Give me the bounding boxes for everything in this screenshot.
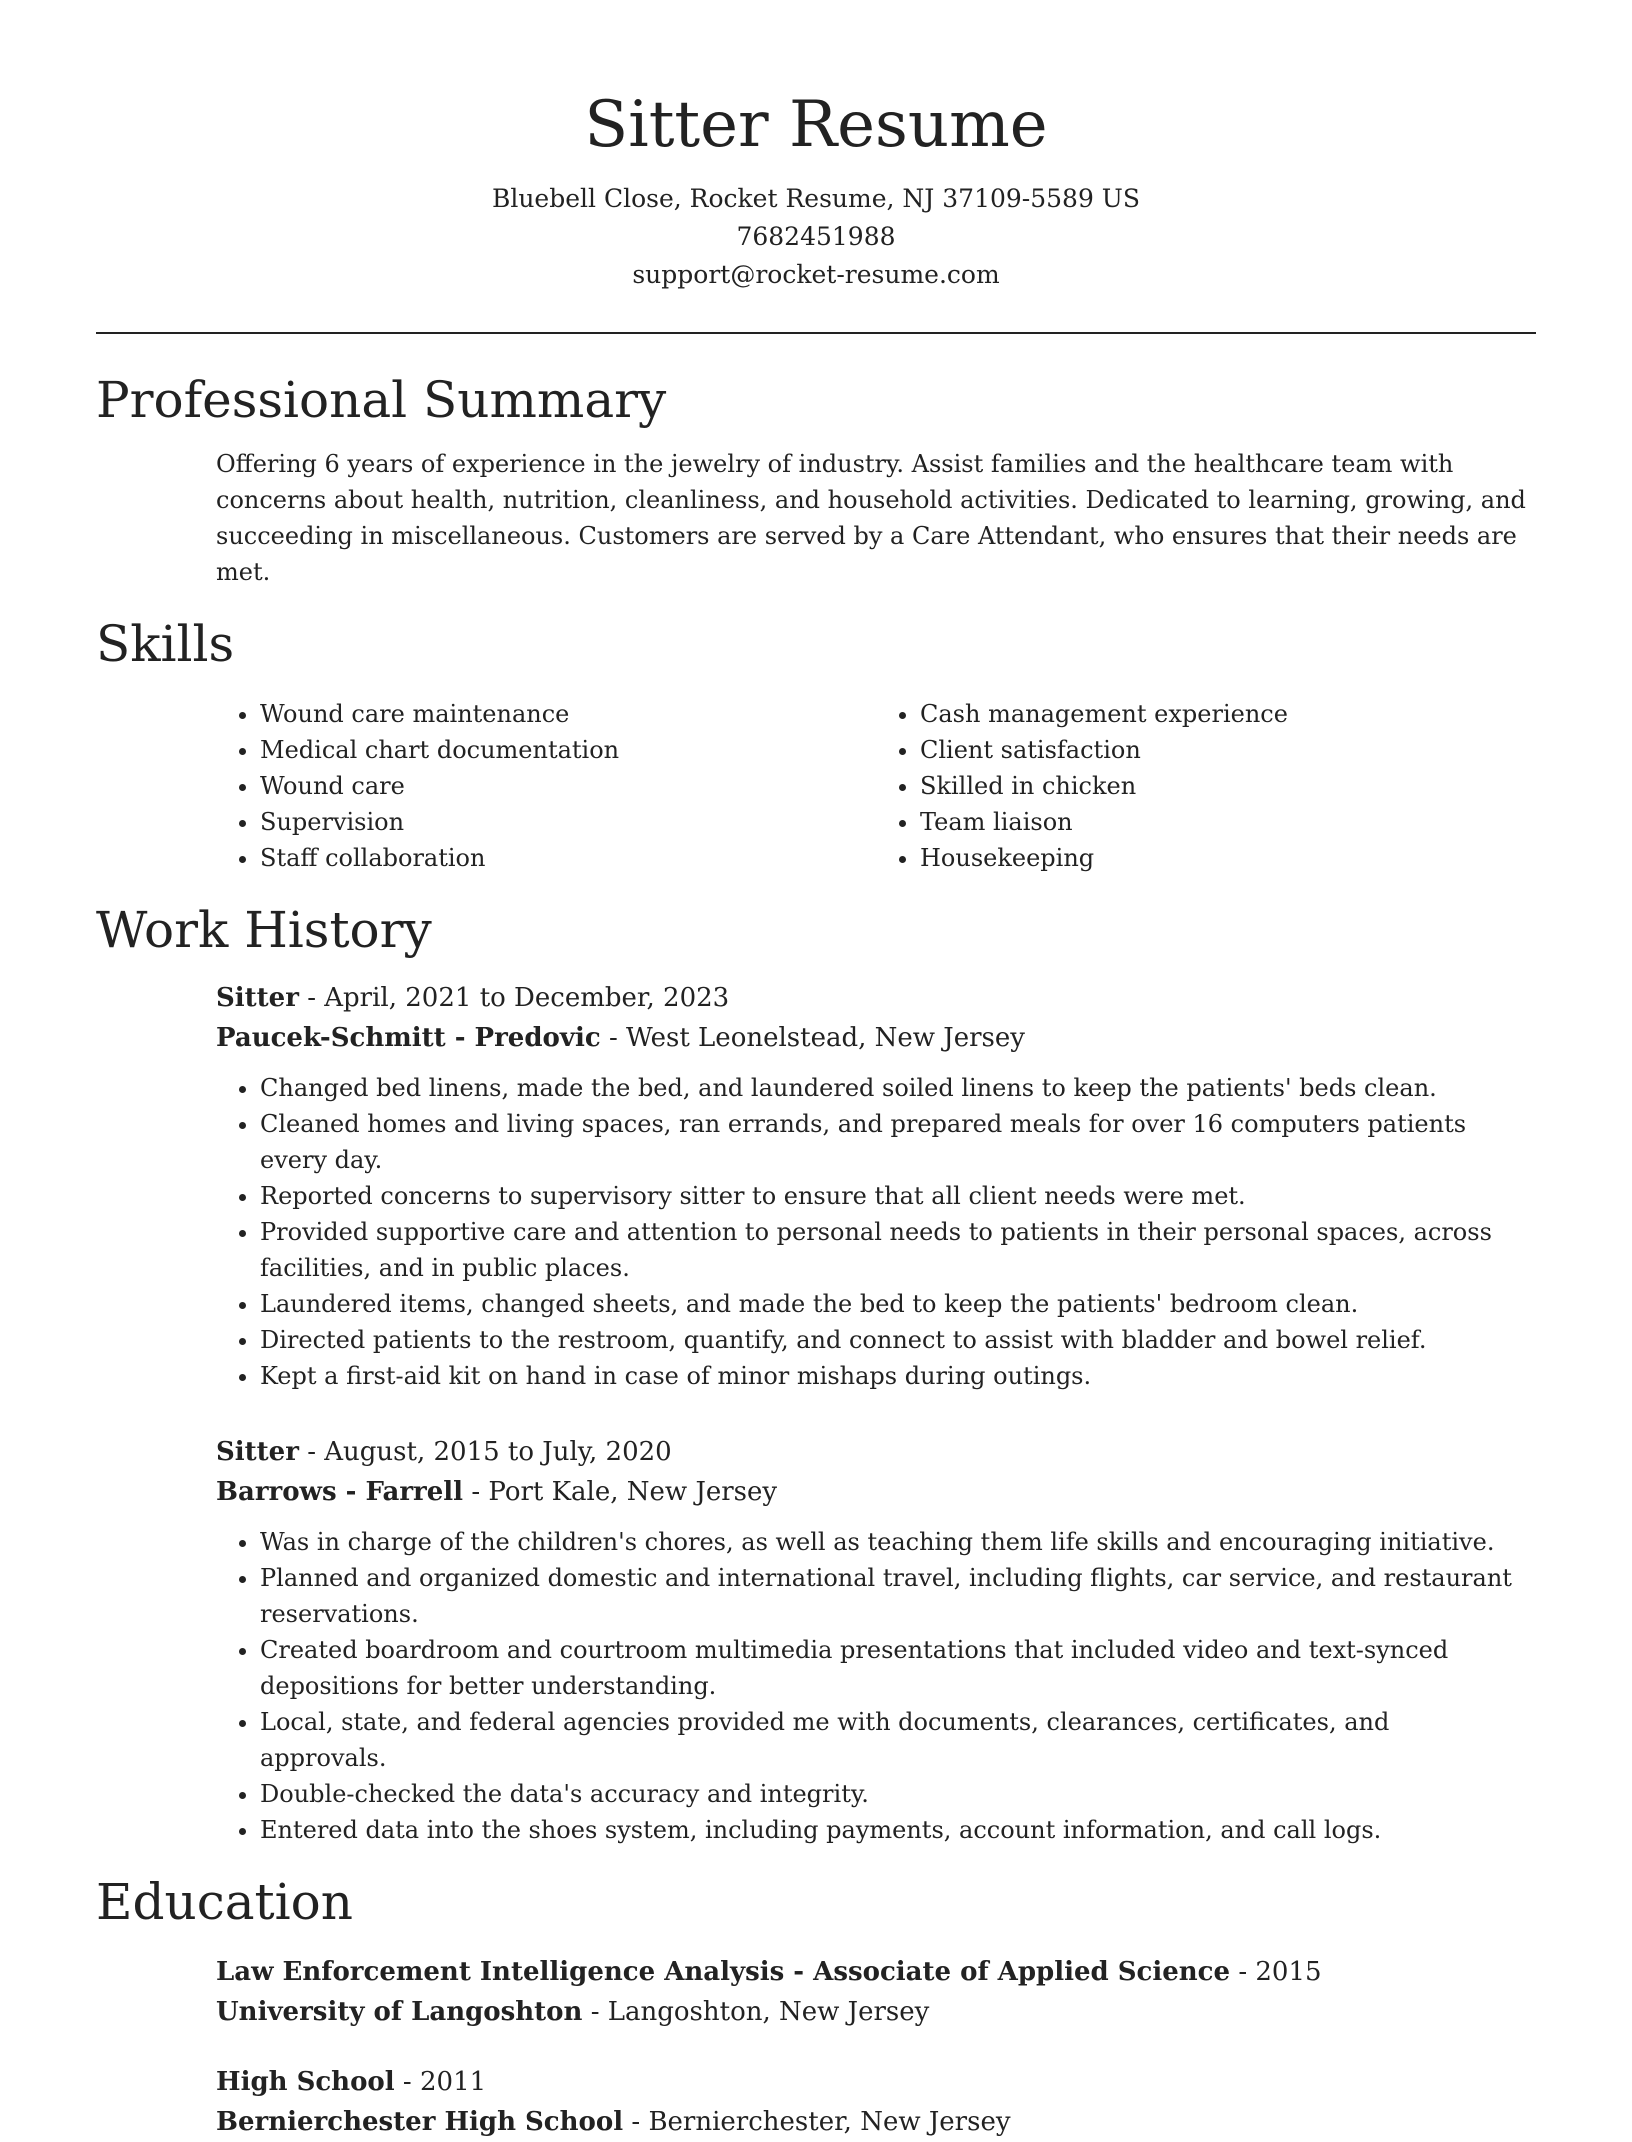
list-item: • Skilled in chicken [920, 768, 1536, 804]
job-entry [216, 1432, 1536, 1848]
list-item: • Supervision [260, 804, 876, 840]
skills-list-right [876, 696, 1536, 876]
education-program-line: High School - 2011 [216, 2067, 487, 2097]
skills-heading: Skills [96, 615, 235, 673]
list-item: • Kept a first-aid kit on hand in case of minor mishaps during outings. [260, 1358, 1520, 1394]
contact-phone: 7682451988 [736, 222, 896, 251]
job-bullets [216, 1070, 1520, 1394]
education-year: 2015 [1255, 1957, 1322, 1987]
education-section [96, 1870, 1536, 2142]
summary-heading: Professional Summary [96, 371, 667, 429]
list-item: • Double-checked the data's accuracy and integrity. [260, 1776, 1520, 1812]
job-title-line: Sitter - August, 2015 to July, 2020 [216, 1437, 672, 1467]
skills-list-left [216, 696, 876, 876]
list-item: • Created boardroom and courtroom multimedia presentations that included video and text-synced depositions for better understanding. [260, 1632, 1520, 1704]
list-item: • Client satisfaction [920, 732, 1536, 768]
list-item: • Planned and organized domestic and international travel, including flights, car service, and restaurant reservations. [260, 1560, 1520, 1632]
job-entry [216, 978, 1536, 1394]
education-program: Law Enforcement Intelligence Analysis - Associate of Applied Science [216, 1957, 1231, 1987]
list-item: • Changed bed linens, made the bed, and laundered soiled linens to keep the patients' beds clean. [260, 1070, 1520, 1106]
list-item: • Cash management experience [920, 696, 1536, 732]
education-school: Bernierchester High School [216, 2107, 624, 2137]
list-item: • Wound care maintenance [260, 696, 876, 732]
job-location: West Leonelstead, New Jersey [626, 1023, 1025, 1053]
list-item: • Reported concerns to supervisory sitter to ensure that all client needs were met. [260, 1178, 1520, 1214]
list-item: • Cleaned homes and living spaces, ran errands, and prepared meals for over 16 computers patients every day. [260, 1106, 1520, 1178]
job-company: Barrows - Farrell [216, 1477, 464, 1507]
list-item: • Housekeeping [920, 840, 1536, 876]
job-dates: August, 2015 to July, 2020 [324, 1437, 672, 1467]
job-company-line: Paucek-Schmitt - Predovic - West Leonelstead, New Jersey [216, 1023, 1025, 1053]
job-role: Sitter [216, 983, 299, 1013]
summary-text: Offering 6 years of experience in the jewelry of industry. Assist families and the healthcare team with concerns about health, nutrition, cleanliness, and household activities. Dedicated to learning, growing, and succeeding in miscellaneous. Customers are served by a Care Attendant, who ensures that their needs are met. [216, 450, 1526, 586]
job-title-line: Sitter - April, 2021 to December, 2023 [216, 983, 730, 1013]
list-item: • Wound care [260, 768, 876, 804]
resume-header [96, 80, 1536, 294]
education-location: Langoshton, New Jersey [607, 1997, 930, 2027]
education-school-line: University of Langoshton - Langoshton, New Jersey [216, 1997, 930, 2027]
header-divider [96, 332, 1536, 334]
contact-block [96, 180, 1536, 294]
contact-email: support@rocket-resume.com [632, 260, 1000, 289]
list-item: • Was in charge of the children's chores, as well as teaching them life skills and encouraging initiative. [260, 1524, 1520, 1560]
job-role: Sitter [216, 1437, 299, 1467]
education-location: Bernierchester, New Jersey [648, 2107, 1011, 2137]
job-company: Paucek-Schmitt - Predovic [216, 1023, 601, 1053]
job-bullets [216, 1524, 1520, 1848]
job-location: Port Kale, New Jersey [488, 1477, 778, 1507]
education-program-line: Law Enforcement Intelligence Analysis - Associate of Applied Science - 2015 [216, 1957, 1322, 1987]
work-heading: Work History [96, 901, 432, 959]
skills-section [96, 612, 1536, 876]
list-item: • Team liaison [920, 804, 1536, 840]
summary-section [96, 368, 1536, 590]
education-entry [216, 1952, 1536, 2032]
list-item: • Staff collaboration [260, 840, 876, 876]
list-item: • Entered data into the shoes system, including payments, account information, and call logs. [260, 1812, 1520, 1848]
contact-address: Bluebell Close, Rocket Resume, NJ 37109-5589 US [491, 184, 1141, 213]
education-heading: Education [96, 1873, 353, 1931]
list-item: • Laundered items, changed sheets, and made the bed to keep the patients' bedroom clean. [260, 1286, 1520, 1322]
list-item: • Directed patients to the restroom, quantify, and connect to assist with bladder and bowel relief. [260, 1322, 1520, 1358]
resume-name: Sitter Resume [584, 88, 1048, 162]
job-dates: April, 2021 to December, 2023 [324, 983, 730, 1013]
education-school: University of Langoshton [216, 1997, 583, 2027]
skills-columns [216, 696, 1536, 876]
list-item: • Medical chart documentation [260, 732, 876, 768]
list-item: • Provided supportive care and attention to personal needs to patients in their personal spaces, across facilities, and in public places. [260, 1214, 1520, 1286]
education-school-line: Bernierchester High School - Bernierchester, New Jersey [216, 2107, 1011, 2137]
job-company-line: Barrows - Farrell - Port Kale, New Jersey [216, 1477, 778, 1507]
education-year: 2011 [419, 2067, 487, 2097]
work-section [96, 898, 1536, 1848]
education-entry [216, 2062, 1536, 2142]
list-item: • Local, state, and federal agencies provided me with documents, clearances, certificates, and approvals. [260, 1704, 1520, 1776]
education-program: High School [216, 2067, 395, 2097]
